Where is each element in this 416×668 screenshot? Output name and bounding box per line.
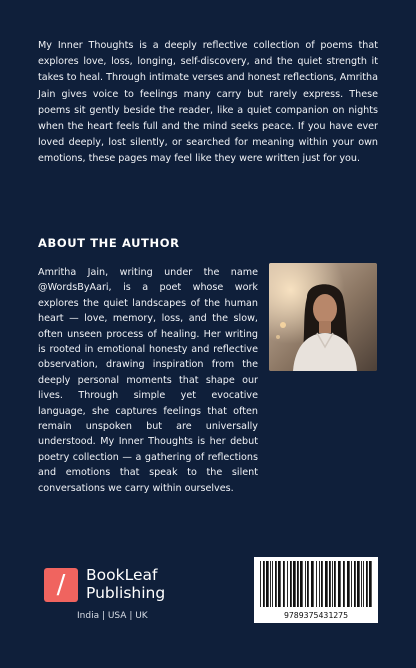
- isbn-number: 9789375431275: [283, 610, 349, 620]
- barcode-bar: [290, 561, 292, 607]
- author-photo: [269, 263, 377, 371]
- barcode-bar: [369, 561, 372, 607]
- barcode-bar: [363, 561, 364, 607]
- barcode-bar: [263, 561, 265, 607]
- publisher-name-line1: BookLeaf: [86, 566, 158, 584]
- barcode-bar: [319, 561, 320, 607]
- barcode-bar: [270, 561, 271, 607]
- barcode-bar: [278, 561, 281, 607]
- barcode-bar: [272, 561, 273, 607]
- barcode-bar: [325, 561, 328, 607]
- barcode-bar: [283, 561, 285, 607]
- barcode-bar: [316, 561, 317, 607]
- about-author-heading: ABOUT THE AUTHOR: [38, 236, 180, 250]
- barcode-bars: [254, 557, 378, 609]
- barcode-bar: [297, 561, 299, 607]
- barcode-bar: [266, 561, 269, 607]
- publisher-name-line2: Publishing: [86, 584, 166, 602]
- barcode-bar: [366, 561, 368, 607]
- barcode-bar: [329, 561, 331, 607]
- barcode-bar: [293, 561, 296, 607]
- barcode-bar: [347, 561, 350, 607]
- barcode-bar: [351, 561, 352, 607]
- author-bio: Amritha Jain, writing under the name @WordsByAari, is a poet whose work explores the quiet landscapes of the human heart — love, memory, loss, and the slow, often unseen process of healing. Her writing is rooted in emotional honesty and reflective observation, drawing inspiration from the deeply personal moments that shape our lives. Through simple yet evocative language, she captures feelings that often remain unspoken but are universally understood. My Inner Thoughts is her debut poetry collection — a gathering of reflections and emotions that speak to the silent conversations we carry within ourselves.: [38, 267, 258, 494]
- barcode-bar: [361, 561, 362, 607]
- barcode-bar: [260, 561, 261, 607]
- barcode-bar: [334, 561, 336, 607]
- barcode-bar: [305, 561, 306, 607]
- barcode-bar: [321, 561, 323, 607]
- barcode-bar: [357, 561, 360, 607]
- barcode-bar: [300, 561, 303, 607]
- barcode-bar: [354, 561, 356, 607]
- barcode-bar: [307, 561, 309, 607]
- barcode-bar: [332, 561, 333, 607]
- author-portrait-image: [269, 263, 377, 371]
- barcode-bar: [287, 561, 288, 607]
- book-blurb: My Inner Thoughts is a deeply reflective collection of poems that explores love, loss, longing, self-discovery, and the quiet strength it takes to heal. Through intimate verses and honest reflections, Amritha Jain gives voice to feelings many carry but rarely express. These poems sit gently beside the reader, like a quiet companion on nights when the heart feels full and the mind seeks peace. If you have ever loved deeply, lost silently, or searched for meaning within your own emotions, these pages may feel like they were written just for you.: [38, 40, 378, 165]
- isbn-barcode: [254, 557, 378, 623]
- barcode-bar: [311, 561, 314, 607]
- publisher-slash-icon: /: [56, 570, 66, 600]
- barcode-bar: [275, 561, 277, 607]
- barcode-bar: [343, 561, 345, 607]
- publisher-regions: India | USA | UK: [77, 611, 148, 621]
- barcode-bar: [338, 561, 341, 607]
